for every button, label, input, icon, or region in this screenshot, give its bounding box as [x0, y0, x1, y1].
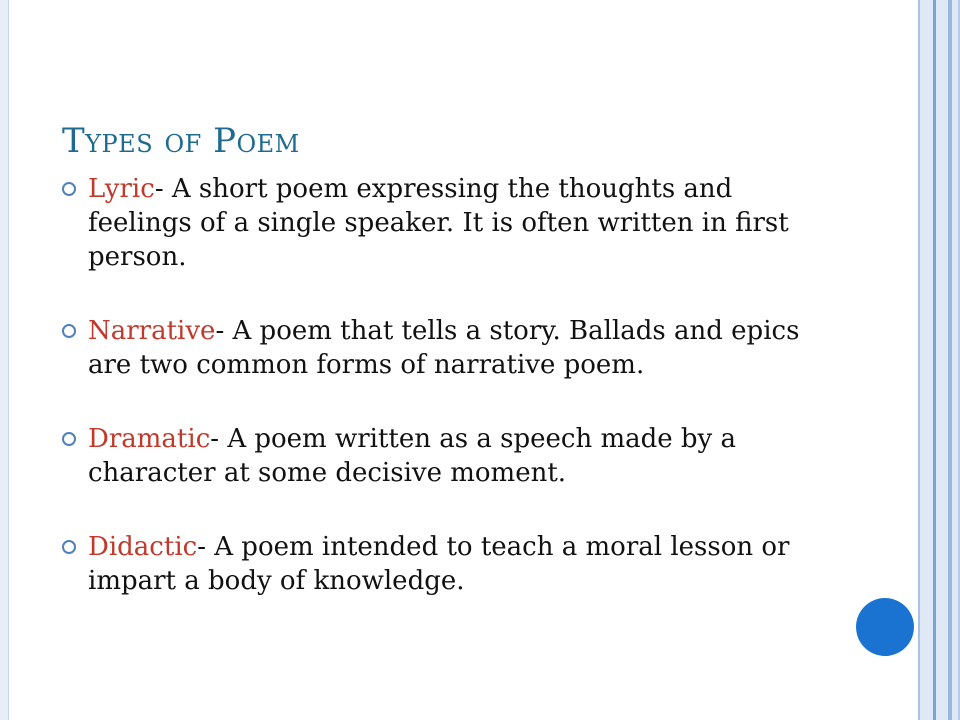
- definition-text: - A poem that tells a story. Ballads and epics are two common forms of narrative poem.: [88, 316, 800, 380]
- term-label: Dramatic: [88, 424, 211, 454]
- frame-stripe: [918, 0, 920, 720]
- definition-text: - A poem written as a speech made by a character at some decisive moment.: [88, 424, 737, 488]
- left-border: [0, 0, 9, 720]
- ring-bullet-icon: [62, 540, 76, 554]
- term-label: Narrative: [88, 316, 216, 346]
- ring-bullet-icon: [62, 182, 76, 196]
- list-item-narrative: [62, 314, 822, 382]
- term-label: Didactic: [88, 532, 198, 562]
- frame-stripe: [948, 0, 952, 720]
- definition-text: - A short poem expressing the thoughts and feelings of a single speaker. It is often written in first person.: [88, 174, 789, 272]
- list-item-didactic: [62, 530, 822, 598]
- accent-circle: [856, 598, 914, 656]
- ring-bullet-icon: [62, 324, 76, 338]
- slide-title: Types of Poem: [62, 120, 300, 161]
- frame-stripe: [933, 0, 936, 720]
- right-decorative-frame: [918, 0, 960, 720]
- list-item-dramatic: [62, 422, 822, 490]
- bullet-list: [62, 172, 822, 598]
- term-label: Lyric: [88, 174, 155, 204]
- ring-bullet-icon: [62, 432, 76, 446]
- list-item-lyric: [62, 172, 822, 274]
- definition-text: - A poem intended to teach a moral lesson or impart a body of knowledge.: [88, 532, 790, 596]
